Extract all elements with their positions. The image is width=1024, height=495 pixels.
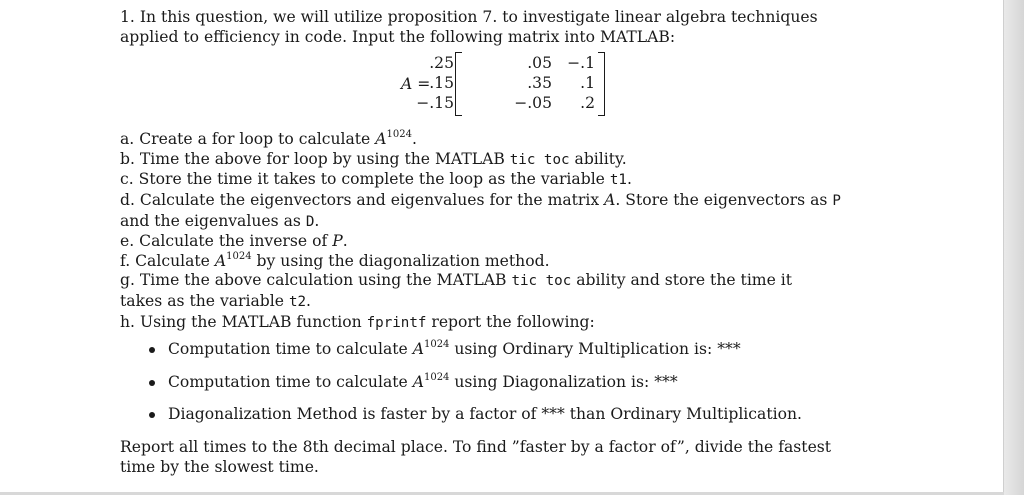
matrix-cell: −.05 — [514, 94, 552, 113]
closing-line-1: Report all times to the 8th decimal place. To find ”faster by a factor of”, divide the fastest — [120, 437, 832, 456]
part-g-line-1: g. Time the above calculation using the MATLAB tic toc ability and store the time it — [120, 271, 793, 290]
matrix-symbol: A — [401, 75, 413, 94]
part-b: b. Time the above for loop by using the MATLAB tic toc ability. — [120, 149, 627, 168]
list-item: Computation time to calculate $A^{1024}$ using Diagonalization is: *** — [120, 373, 920, 393]
part-g-line-2: takes as the variable t2. — [120, 291, 312, 310]
part-e: e. Calculate the inverse of P. — [120, 232, 348, 251]
matrix-cell: .25 — [429, 54, 454, 73]
question-document — [120, 8, 920, 477]
matrix-cell: .15 — [429, 74, 454, 93]
matrix-right-bracket — [598, 52, 605, 116]
list-item: Diagonalization Method is faster by a factor of *** than Ordinary Multiplication. — [120, 405, 920, 425]
part-d-line-1: d. Calculate the eigenvectors and eigenvalues for the matrix A. Store the eigenvectors as P — [120, 190, 841, 209]
window-edge-right — [1003, 0, 1024, 495]
part-c: c. Store the time it takes to complete the loop as the variable t1. — [120, 170, 632, 189]
part-a: a. Create a for loop to calculate $A^{1024}$. — [120, 129, 417, 149]
question-intro-line-2: applied to efficiency in code. Input the following matrix into MATLAB: — [120, 27, 676, 46]
matrix-cell: .2 — [580, 94, 595, 113]
matrix-equation — [120, 50, 920, 120]
part-d-line-2: and the eigenvalues as D. — [120, 211, 320, 230]
question-intro-line-1: 1. In this question, we will utilize proposition 7. to investigate linear algebra techniques — [120, 8, 818, 26]
part-f: f. Calculate $A^{1024}$ by using the diagonalization method. — [120, 250, 550, 270]
report-bullet-list — [120, 340, 920, 425]
closing-instructions — [120, 438, 920, 477]
closing-line-2: time by the slowest time. — [120, 457, 319, 476]
matrix-cell: .35 — [527, 74, 552, 93]
matrix-cell: −.1 — [567, 54, 595, 73]
matrix-cell: .1 — [580, 74, 595, 93]
matrix-left-bracket — [455, 52, 462, 116]
list-item: Computation time to calculate $A^{1024}$ using Ordinary Multiplication is: *** — [120, 340, 920, 360]
matrix-cell: .05 — [527, 54, 552, 73]
matrix-cell: −.15 — [416, 94, 454, 113]
part-h: h. Using the MATLAB function fprintf report the following: — [120, 312, 595, 331]
matrix-equals: = — [417, 75, 431, 94]
